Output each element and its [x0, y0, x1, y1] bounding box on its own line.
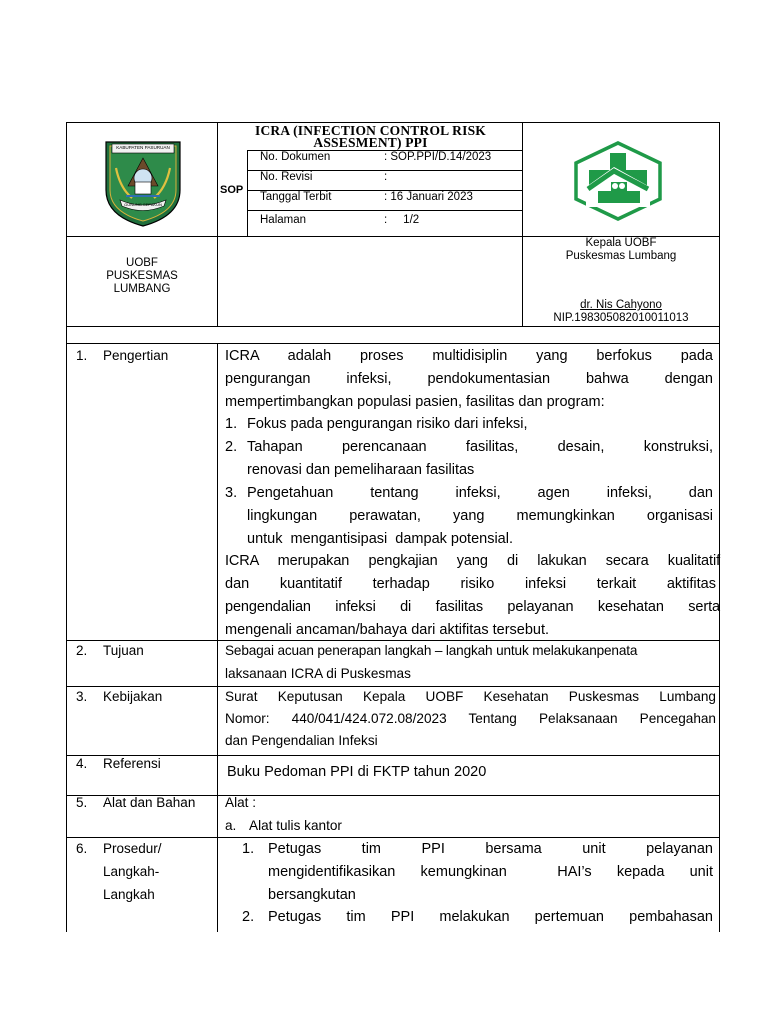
row-label-tujuan: Tujuan: [103, 643, 144, 658]
tujuan-line-2: laksanaan ICRA di Puskesmas: [225, 666, 411, 681]
pengertian-para2-line-1: ICRA merupakan pengkajian yang di lakukan secara kualitatif: [225, 553, 720, 569]
field-label-no-dokumen: No. Dokumen: [260, 151, 331, 163]
head-name: dr. Nis Cahyono: [580, 299, 662, 311]
row-label-prosedur-3: Langkah: [103, 887, 155, 902]
kabupaten-pasuruan-emblem-icon: [102, 138, 184, 228]
head-title-line1: Kepala UOBF: [585, 237, 657, 249]
puskesmas-cross-logo-icon: [574, 141, 662, 221]
list-number: a.: [225, 818, 237, 833]
head-nip: NIP.198305082010011013: [553, 312, 689, 324]
alat-heading: Alat :: [225, 795, 256, 810]
left-logo: [102, 138, 184, 228]
row-label-prosedur-1: Prosedur/: [103, 841, 162, 856]
tujuan-line-1: Sebagai acuan penerapan langkah – langkah untuk melakukanpenata: [225, 643, 638, 658]
referensi-text: Buku Pedoman PPI di FKTP tahun 2020: [227, 764, 487, 780]
emblem-bottom-text: GUNUNG SEPAKUN: [124, 202, 162, 207]
list-item: Pengetahuan tentang infeksi, agen infeksi, dan: [247, 485, 713, 501]
field-label-tanggal-terbit: Tanggal Terbit: [260, 191, 332, 203]
row-label-pengertian: Pengertian: [103, 348, 169, 363]
row-number: 6.: [76, 841, 88, 856]
list-item: Alat tulis kantor: [249, 818, 342, 833]
row-number: 4.: [76, 756, 88, 771]
list-item-cont: bersangkutan: [268, 887, 356, 903]
field-value-tanggal-terbit: : 16 Januari 2023: [384, 191, 473, 203]
row-label-prosedur-2: Langkah-: [103, 864, 160, 879]
row-label-referensi: Referensi: [103, 756, 161, 771]
list-item-cont: renovasi dan pemeliharaan fasilitas: [247, 462, 475, 478]
list-item-cont: mengidentifikasikan kemungkinan HAI’s kepada unit: [268, 864, 713, 880]
sop-label: SOP: [220, 184, 244, 196]
list-item: Tahapan perencanaan fasilitas, desain, konstruksi,: [247, 439, 713, 455]
row-number: 1.: [76, 348, 88, 363]
list-number: 1.: [242, 841, 255, 857]
field-value-no-dokumen: : SOP.PPI/D.14/2023: [384, 151, 492, 163]
puskesmas-logo: [574, 141, 662, 221]
document-title-line2: ASSESMENT) PPI: [313, 135, 428, 150]
pengertian-line-1: ICRA adalah proses multidisiplin yang berfokus pada: [225, 348, 713, 364]
org-line-3: LUMBANG: [113, 283, 171, 295]
emblem-top-text: KABUPATEN PASURUAN: [116, 145, 170, 150]
list-item: Petugas tim PPI bersama unit pelayanan: [268, 841, 713, 857]
pengertian-para2-line-2: dan kuantitatif terhadap risiko infeksi terkait aktifitas: [225, 576, 716, 592]
org-line-2: PUSKESMAS: [106, 270, 178, 282]
field-value-no-revisi: :: [384, 171, 388, 183]
list-item: Fokus pada pengurangan risiko dari infeksi,: [247, 416, 528, 432]
list-number: 3.: [225, 485, 238, 501]
row-number: 5.: [76, 795, 88, 810]
list-item-cont: untuk mengantisipasi dampak potensial.: [247, 531, 513, 547]
row-number: 2.: [76, 643, 88, 658]
field-value-halaman: : 1/2: [384, 214, 420, 226]
pengertian-para2-line-4: mengenali ancaman/bahaya dari aktifitas tersebut.: [225, 622, 550, 638]
list-number: 2.: [242, 909, 255, 925]
row-number: 3.: [76, 689, 88, 704]
list-item: Petugas tim PPI melakukan pertemuan pembahasan: [268, 909, 713, 925]
list-number: 2.: [225, 439, 238, 455]
row-label-alat-dan-bahan: Alat dan Bahan: [103, 795, 196, 810]
list-number: 1.: [225, 416, 238, 432]
pengertian-line-2: pengurangan infeksi, pendokumentasian bahwa dengan: [225, 371, 713, 387]
list-item-cont: lingkungan perawatan, yang memungkinkan organisasi: [247, 508, 713, 524]
org-line-1: UOBF: [126, 257, 158, 269]
field-label-no-revisi: No. Revisi: [260, 171, 313, 183]
document-title-line1: ICRA (INFECTION CONTROL RISK: [254, 123, 486, 138]
kebijakan-line-1: Surat Keputusan Kepala UOBF Kesehatan Puskesmas Lumbang: [225, 689, 716, 704]
field-label-halaman: Halaman: [260, 214, 307, 226]
kebijakan-line-3: dan Pengendalian Infeksi: [225, 733, 378, 748]
head-title-line2: Puskesmas Lumbang: [565, 250, 677, 262]
pengertian-para2-line-3: pengendalian infeksi di fasilitas pelayanan kesehatan serta: [225, 599, 720, 615]
pengertian-line-3: mempertimbangkan populasi pasien, fasilitas dan program:: [225, 394, 605, 410]
row-label-kebijakan: Kebijakan: [103, 689, 163, 704]
kebijakan-line-2: Nomor: 440/041/424.072.08/2023 Tentang Pelaksanaan Pencegahan: [225, 711, 716, 726]
